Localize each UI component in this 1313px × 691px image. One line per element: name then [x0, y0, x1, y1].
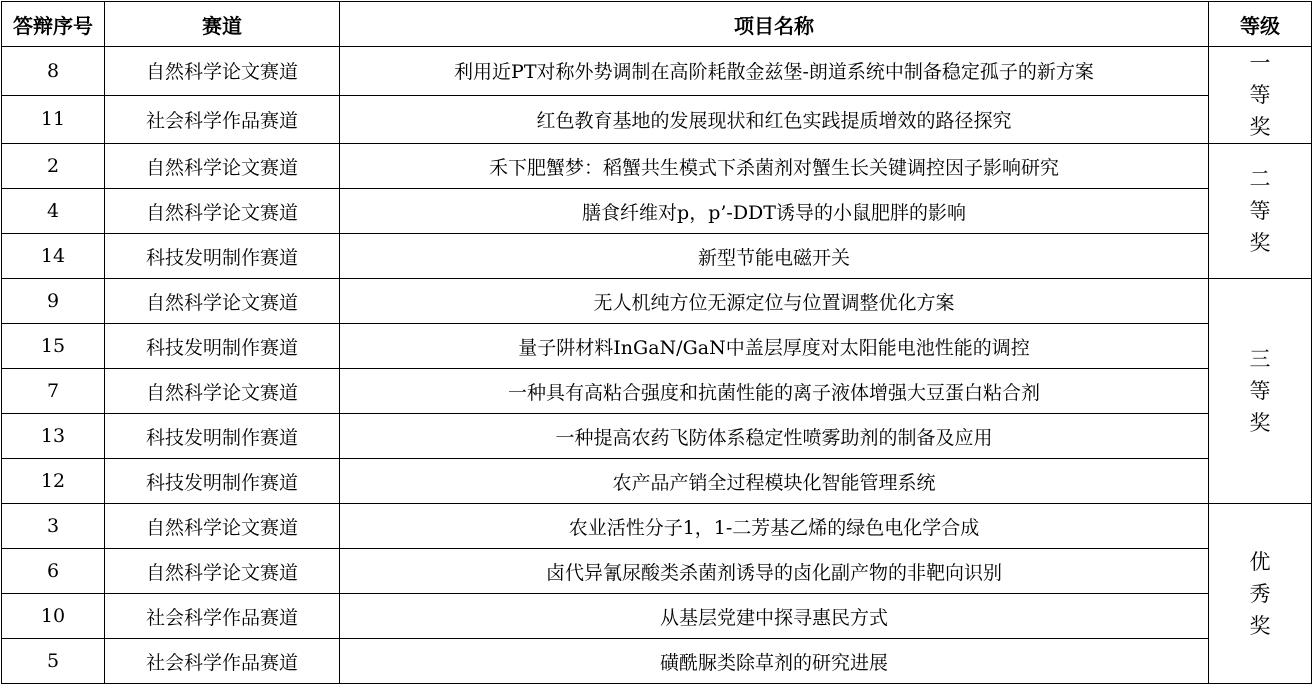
- grade-char: 等: [1249, 83, 1271, 107]
- table-row: [2, 144, 1312, 189]
- grade-char: 奖: [1249, 115, 1271, 139]
- grade-cell-third-prize: [1209, 279, 1312, 504]
- order-cell: 4: [2, 189, 105, 234]
- project-cell: 量子阱材料InGaN/GaN中盖层厚度对太阳能电池性能的调控: [340, 324, 1209, 369]
- grade-char: 等: [1249, 379, 1271, 403]
- header-track: 赛道: [105, 2, 340, 47]
- grade-char: 奖: [1249, 231, 1271, 255]
- table-row: [2, 95, 1312, 144]
- grade-cell-second-prize: [1209, 144, 1312, 279]
- order-cell: 14: [2, 234, 105, 279]
- order-cell: 9: [2, 279, 105, 324]
- project-cell: 无人机纯方位无源定位与位置调整优化方案: [340, 279, 1209, 324]
- grade-char: 奖: [1249, 411, 1271, 435]
- grade-cell-first-prize: [1209, 47, 1312, 144]
- track-cell: 科技发明制作赛道: [105, 459, 340, 504]
- order-cell: 13: [2, 414, 105, 459]
- project-cell: 农业活性分子1，1-二芳基乙烯的绿色电化学合成: [340, 504, 1209, 549]
- table-row: [2, 324, 1312, 369]
- grade-char: 奖: [1249, 613, 1271, 638]
- table-row: [2, 414, 1312, 459]
- order-cell: 8: [2, 47, 105, 96]
- header-project: 项目名称: [340, 2, 1209, 47]
- track-cell: 自然科学论文赛道: [105, 369, 340, 414]
- track-cell: 自然科学论文赛道: [105, 279, 340, 324]
- table-row: [2, 504, 1312, 549]
- track-cell: 自然科学论文赛道: [105, 189, 340, 234]
- project-cell: 禾下肥蟹梦：稻蟹共生模式下杀菌剂对蟹生长关键调控因子影响研究: [340, 144, 1209, 189]
- project-cell: 磺酰脲类除草剂的研究进展: [340, 639, 1209, 684]
- grade-char: 秀: [1249, 581, 1271, 606]
- table-row: [2, 234, 1312, 279]
- order-cell: 2: [2, 144, 105, 189]
- order-cell: 11: [2, 95, 105, 144]
- table-row: [2, 369, 1312, 414]
- project-cell: 膳食纤维对p，p’-DDT诱导的小鼠肥胖的影响: [340, 189, 1209, 234]
- track-cell: 科技发明制作赛道: [105, 414, 340, 459]
- table-row: [2, 279, 1312, 324]
- project-cell: 一种具有高粘合强度和抗菌性能的离子液体增强大豆蛋白粘合剂: [340, 369, 1209, 414]
- table-row: [2, 47, 1312, 96]
- grade-char: 优: [1249, 549, 1271, 574]
- track-cell: 自然科学论文赛道: [105, 47, 340, 96]
- table-row: [2, 189, 1312, 234]
- grade-char: 等: [1249, 199, 1271, 223]
- track-cell: 自然科学论文赛道: [105, 144, 340, 189]
- grade-char: 一: [1249, 51, 1271, 75]
- header-row: [2, 2, 1312, 47]
- table-row: [2, 594, 1312, 639]
- order-cell: 3: [2, 504, 105, 549]
- project-cell: 卤代异氰尿酸类杀菌剂诱导的卤化副产物的非靶向识别: [340, 549, 1209, 594]
- order-cell: 6: [2, 549, 105, 594]
- project-cell: 农产品产销全过程模块化智能管理系统: [340, 459, 1209, 504]
- grade-char: 二: [1249, 167, 1271, 191]
- awards-table: [1, 1, 1312, 684]
- project-cell: 从基层党建中探寻惠民方式: [340, 594, 1209, 639]
- header-grade: 等级: [1209, 2, 1312, 47]
- order-cell: 7: [2, 369, 105, 414]
- grade-char: 三: [1249, 347, 1271, 371]
- header-order: 答辩序号: [2, 2, 105, 47]
- track-cell: 科技发明制作赛道: [105, 234, 340, 279]
- order-cell: 10: [2, 594, 105, 639]
- track-cell: 社会科学作品赛道: [105, 639, 340, 684]
- order-cell: 15: [2, 324, 105, 369]
- order-cell: 5: [2, 639, 105, 684]
- track-cell: 科技发明制作赛道: [105, 324, 340, 369]
- table-row: [2, 639, 1312, 684]
- project-cell: 新型节能电磁开关: [340, 234, 1209, 279]
- project-cell: 利用近PT对称外势调制在高阶耗散金兹堡-朗道系统中制备稳定孤子的新方案: [340, 47, 1209, 96]
- track-cell: 自然科学论文赛道: [105, 504, 340, 549]
- track-cell: 自然科学论文赛道: [105, 549, 340, 594]
- order-cell: 12: [2, 459, 105, 504]
- grade-cell-excellence-prize: [1209, 504, 1312, 684]
- project-cell: 红色教育基地的发展现状和红色实践提质增效的路径探究: [340, 95, 1209, 144]
- track-cell: 社会科学作品赛道: [105, 95, 340, 144]
- project-cell: 一种提高农药飞防体系稳定性喷雾助剂的制备及应用: [340, 414, 1209, 459]
- table-row: [2, 549, 1312, 594]
- track-cell: 社会科学作品赛道: [105, 594, 340, 639]
- table-row: [2, 459, 1312, 504]
